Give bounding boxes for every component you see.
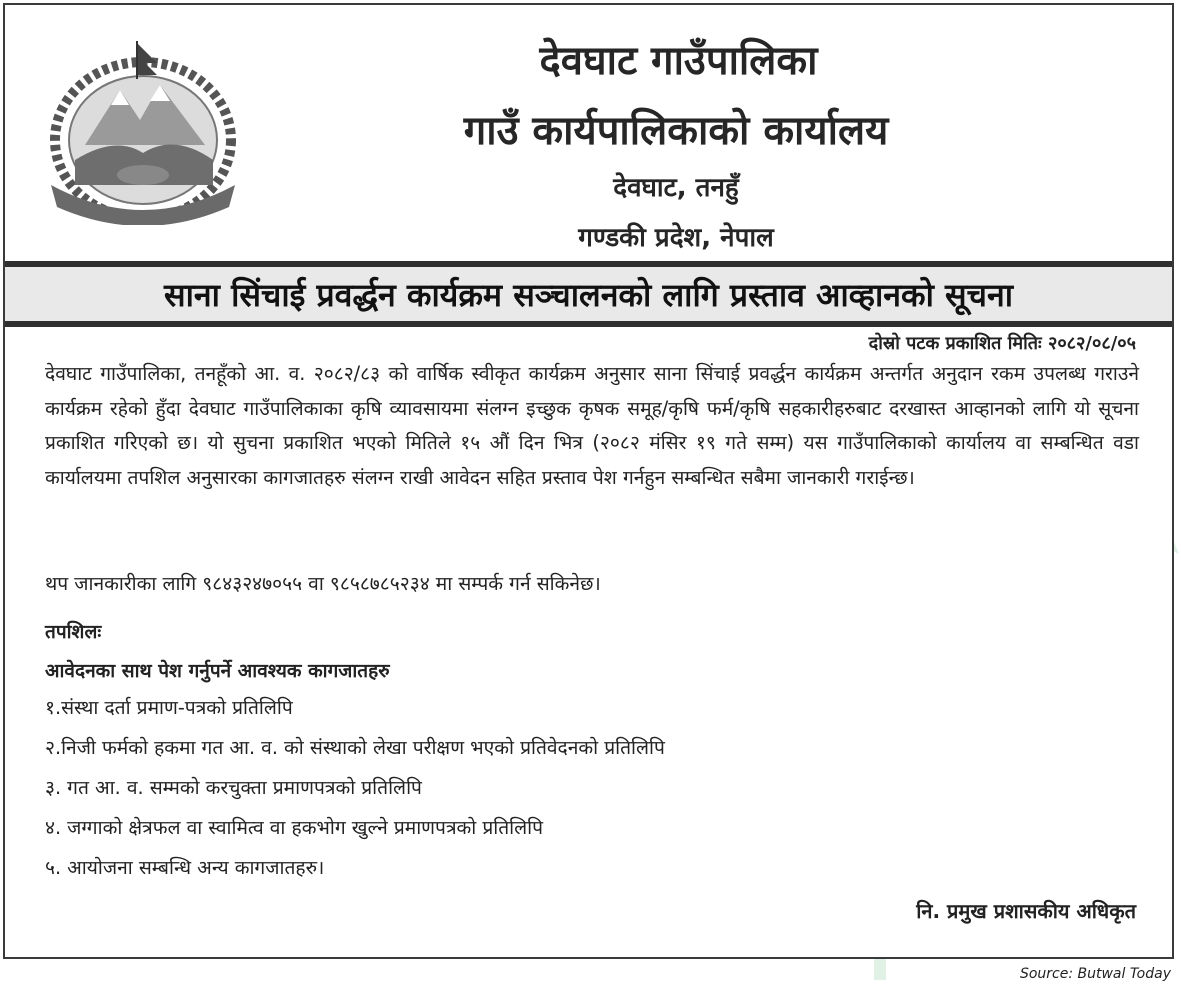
list-item: १.संस्था दर्ता प्रमाण-पत्रको प्रतिलिपि	[45, 696, 293, 719]
list-item: ४. जग्गाको क्षेत्रफल वा स्वामित्व वा हकभोग खुल्ने प्रमाणपत्रको प्रतिलिपि	[45, 816, 544, 839]
office-name: गाउँ कार्यपालिकाको कार्यालय	[463, 108, 889, 154]
province-country: गण्डकी प्रदेश, नेपाल	[578, 223, 774, 253]
required-documents-list	[45, 693, 665, 893]
public-notice	[3, 3, 1174, 959]
notice-title-banner	[5, 261, 1172, 327]
notice-header	[5, 5, 1172, 261]
contact-info: थप जानकारीका लागि ९८४३२४७०५५ वा ९८५८७८५२३४ मा सम्पर्क गर्न सकिनेछ।	[45, 572, 601, 595]
office-location: देवघाट, तनहुँ	[613, 173, 739, 203]
list-item: २.निजी फर्मको हकमा गत आ. व. को संस्थाको लेखा परीक्षण भएको प्रतिवेदनको प्रतिलिपि	[45, 736, 665, 759]
signatory-title: नि. प्रमुख प्रशासकीय अधिकृत	[916, 899, 1136, 923]
required-documents-heading: आवेदनका साथ पेश गर्नुपर्ने आवश्यक कागजातहरु	[45, 660, 390, 682]
notice-paragraph: देवघाट गाउँपालिका, तनहूँको आ. व. २०८२/८३ को वार्षिक स्वीकृत कार्यक्रम अनुसार साना सिंचाई प्रवर्द्धन कार्यक्रम अन्तर्गत अनुदान रकम उपलब्ध गराउने कार्यक्रम रहेको हुँदा देवघाट गाउँपालिकाका कृषि व्यावसायमा संलग्न इच्छुक कृषक समूह/कृषि फर्म/कृषि सहकारीहरुबाट दरखास्त आव्हानको लागि यो सूचना प्रकाशित गरिएको छ। यो सुचना प्रकाशित भएको मितिले १५ औं दिन भित्र (२०८२ मंसिर १९ गते सम्म) यस गाउँपालिकाको कार्यालय वा सम्बन्धित वडा कार्यालयमा तपशिल अनुसारका कागजातहरु संलग्न राखी आवेदन सहित प्रस्ताव पेश गर्नहुन सम्बन्धित सबैमा जानकारी गराईन्छ।	[45, 362, 1139, 489]
details-heading: तपशिलः	[45, 621, 102, 643]
publication-date: दोस्रो पटक प्रकाशित मितिः २०८२/०८/०५	[868, 333, 1136, 354]
municipality-name: देवघाट गाउँपालिका	[539, 38, 818, 84]
source-credit: Source: Butwal Today	[1019, 966, 1171, 982]
list-item: ५. आयोजना सम्बन्धि अन्य कागजातहरु।	[45, 856, 325, 879]
list-item: ३. गत आ. व. सम्मको करचुक्ता प्रमाणपत्रको प्रतिलिपि	[45, 776, 422, 799]
notice-title: साना सिंचाई प्रवर्द्धन कार्यक्रम सञ्चालनको लागि प्रस्ताव आव्हानको सूचना	[5, 267, 1172, 321]
